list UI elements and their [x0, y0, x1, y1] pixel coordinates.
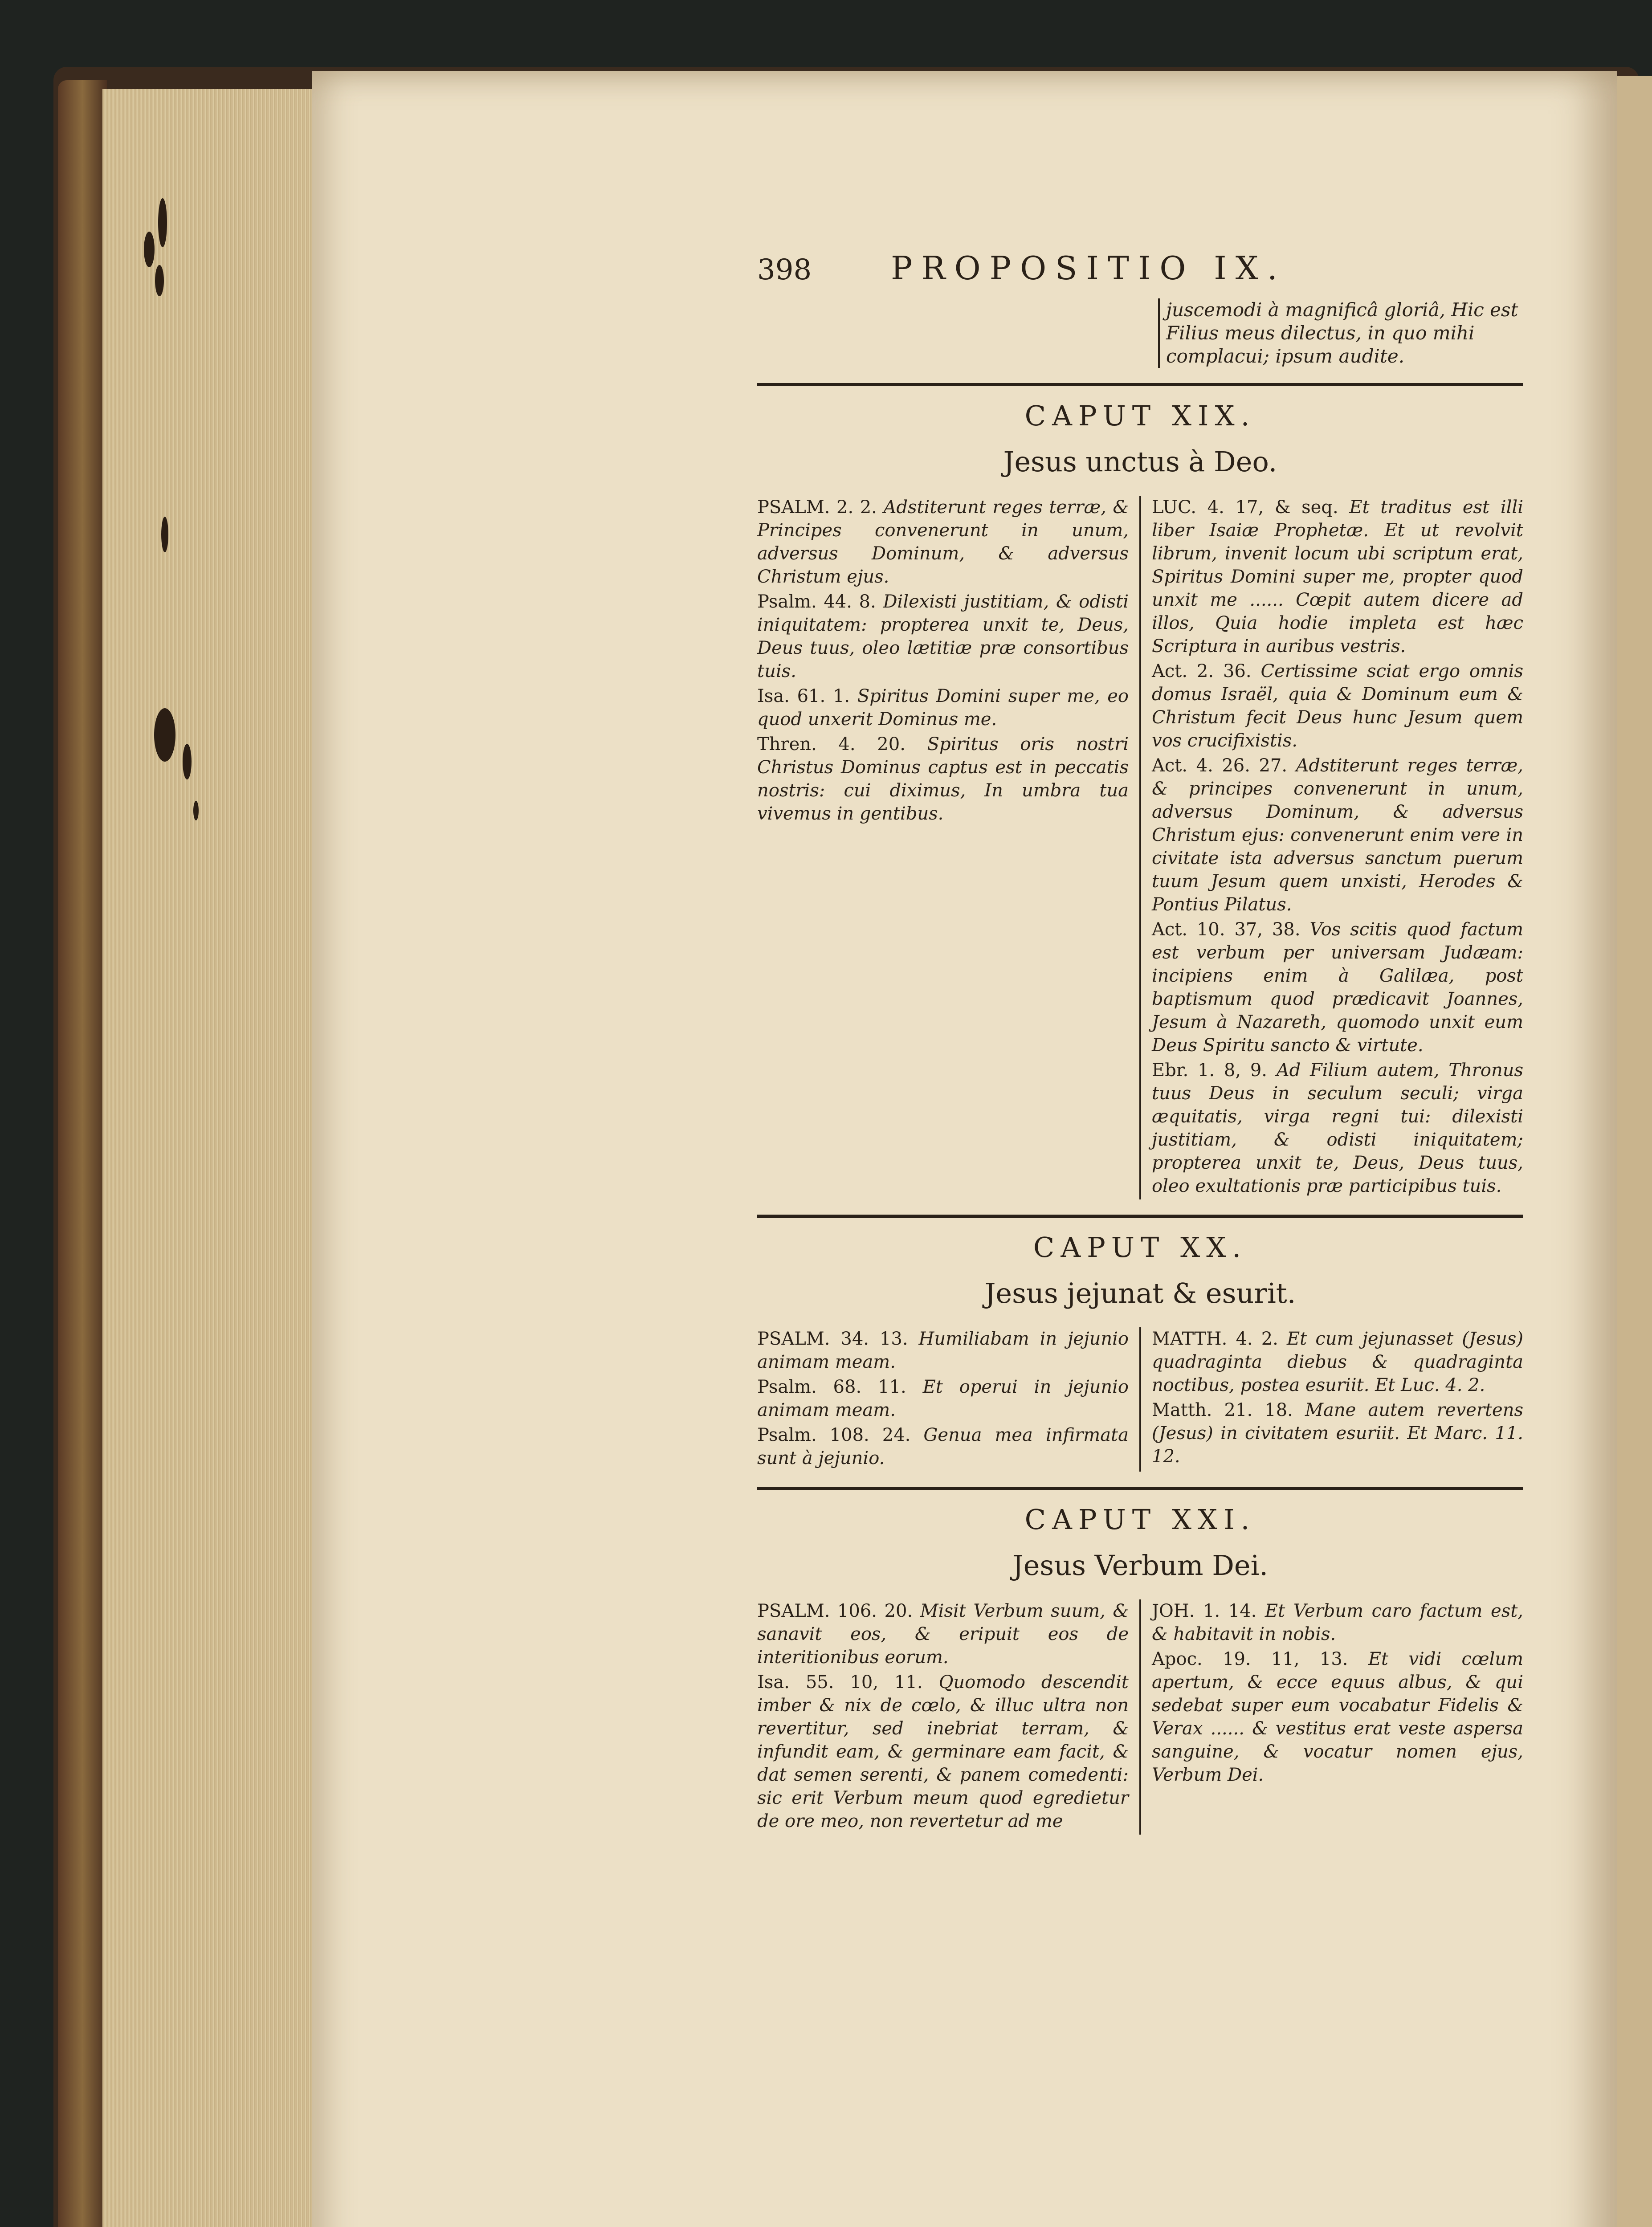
citation-ref: Ebr. 1. 8, 9. [1152, 1060, 1267, 1081]
citation-entry [757, 1671, 1129, 1833]
citation-text: Certissime sciat ergo omnis domus Israël, quia & Dominum eum & Christum fecit Deus hunc Jesum quem vos crucifixistis. [1152, 661, 1523, 751]
facing-page-edge [1617, 76, 1652, 2227]
citation-entry [1152, 660, 1523, 752]
old-testament-column [757, 1327, 1141, 1472]
citation-text: Ad Filium autem, Thronus tuus Deus in seculum seculi; virga æquitatis, virga regni tui: dilexisti justitiam, & odisti iniquitatem; propterea unxit te, Deus, Deus tuus, oleo exultationis præ participibus tuis. [1152, 1060, 1523, 1196]
page-block-edge [102, 89, 312, 2227]
continued-text: juscemodi à magnificâ gloriâ, Hic est Filius meus dilectus, in quo mihi complacui; ipsum audite. [1158, 298, 1531, 368]
chapter-title: CAPUT XXI. [1024, 1503, 1256, 1536]
citation-entry [1152, 1648, 1523, 1786]
citation-ref: Psalm. 44. 8. [757, 591, 876, 612]
chapter-subtitle: Jesus unctus à Deo. [1003, 445, 1277, 478]
new-testament-column [1141, 496, 1523, 1199]
citation-ref: PSALM. 106. 20. [757, 1601, 913, 1621]
citation-ref: PSALM. 2. 2. [757, 497, 877, 518]
citation-ref: JOH. 1. 14. [1152, 1601, 1257, 1621]
two-column-text [757, 1599, 1523, 1835]
citation-text: Spiritus oris nostri Christus Dominus captus est in peccatis nostris: cui diximus, In umbra tua vivemus in gentibus. [757, 734, 1129, 824]
book-page [312, 71, 1617, 2227]
chapter-title: CAPUT XIX. [1024, 400, 1256, 432]
stain-marks [102, 89, 312, 2227]
chapter-title: CAPUT XX. [1033, 1231, 1248, 1264]
chapter-rule [757, 383, 1523, 386]
citation-entry [757, 1423, 1129, 1470]
citation-ref: Apoc. 19. 11, 13. [1152, 1649, 1348, 1669]
citation-text: Vos scitis quod factum est verbum per universam Judæam: incipiens enim à Galilæa, post baptismum quod prædicavit Joannes, Jesum à Nazareth, quomodo unxit eum Deus Spiritu sancto & virtute. [1152, 919, 1524, 1056]
citation-text: Mane autem revertens (Jesus) in civitatem esuriit. Et Marc. 11. 12. [1152, 1400, 1524, 1467]
citation-entry [1152, 1599, 1523, 1646]
page-number: 398 [757, 253, 812, 286]
citation-ref: Psalm. 68. 11. [757, 1377, 906, 1397]
citation-ref: Isa. 55. 10, 11. [757, 1672, 923, 1693]
citation-ref: LUC. 4. 17, & seq. [1152, 497, 1338, 518]
new-testament-column [1141, 1327, 1523, 1472]
old-testament-column [757, 1599, 1141, 1835]
citation-text: Adstiterunt reges terræ, & principes convenerunt in unum, adversus Dominum, & adversus Christum ejus: convenerunt enim vere in civitate ista adversus sanctum puerum tuum Jesum quem unxisti, Herodes & Pontius Pilatus. [1152, 755, 1523, 915]
running-title: PROPOSITIO IX. [891, 249, 1286, 287]
new-testament-column [1141, 1599, 1523, 1835]
citation-ref: Act. 10. 37, 38. [1152, 919, 1301, 940]
citation-text: Et Verbum caro factum est, & habitavit in nobis. [1152, 1601, 1524, 1644]
citation-text: Humiliabam in jejunio animam meam. [757, 1329, 1129, 1372]
page-content [757, 249, 1523, 1835]
chapter-rule [757, 1487, 1523, 1490]
cover-edge [58, 80, 107, 2227]
citation-ref: Matth. 21. 18. [1152, 1400, 1293, 1420]
citation-text: Quomodo descendit imber & nix de cœlo, & illuc ultra non revertitur, sed inebriat terram, & infundit eam, & germinare eam facit, & dat semen serenti, & panem comedenti: sic erit Verbum meum quod egredietur de ore meo, non revertetur ad me [757, 1672, 1129, 1831]
citation-text: Adstiterunt reges terræ, & Principes convenerunt in unum, adversus Dominum, & adversus Christum ejus. [757, 497, 1129, 587]
two-column-text [757, 1327, 1523, 1472]
citation-text: Et vidi cœlum apertum, & ecce equus albus, & qui sedebat super eum vocabatur Fidelis & Verax ...... & vestitus erat veste aspersa sanguine, & vocatur nomen ejus, Verbum Dei. [1152, 1649, 1523, 1785]
citation-entry [757, 1599, 1129, 1669]
citation-text: Spiritus Domini super me, eo quod unxerit Dominus me. [757, 686, 1129, 730]
citation-ref: Psalm. 108. 24. [757, 1425, 911, 1445]
citation-entry [757, 1327, 1129, 1374]
citation-entry [757, 1375, 1129, 1422]
chapter-subtitle: Jesus Verbum Dei. [1012, 1549, 1269, 1582]
citation-entry [757, 590, 1129, 683]
running-head [757, 249, 1523, 298]
citation-ref: Act. 4. 26. 27. [1152, 755, 1288, 776]
citation-text: Misit Verbum suum, & sanavit eos, & eripuit eos de interitionibus eorum. [757, 1601, 1129, 1668]
citation-entry [1152, 918, 1523, 1057]
citation-text: Genua mea infirmata sunt à jejunio. [757, 1425, 1129, 1468]
citation-text: Et operui in jejunio animam meam. [757, 1377, 1129, 1420]
citation-ref: Isa. 61. 1. [757, 686, 850, 706]
chapter-rule [757, 1215, 1523, 1218]
citation-ref: PSALM. 34. 13. [757, 1329, 908, 1349]
old-testament-column [757, 496, 1141, 1199]
citation-entry [757, 685, 1129, 731]
citation-entry [1152, 1327, 1523, 1397]
citation-ref: Thren. 4. 20. [757, 734, 906, 755]
citation-entry [1152, 1399, 1523, 1468]
citation-text: Et traditus est illi liber Isaiæ Prophetæ. Et ut revolvit librum, invenit locum ubi scriptum erat, Spiritus Domini super me, propter quod unxit me ...... Cœpit autem dicere ad illos, Quia hodie impleta est hæc Scriptura in auribus vestris. [1152, 497, 1523, 657]
citation-text: Dilexisti justitiam, & odisti iniquitatem: propterea unxit te, Deus, Deus tuus, oleo lætitiæ præ consortibus tuis. [757, 591, 1129, 681]
citation-entry [1152, 496, 1523, 658]
citation-entry [757, 496, 1129, 588]
citation-ref: MATTH. 4. 2. [1152, 1329, 1278, 1349]
citation-entry [1152, 754, 1523, 916]
citation-entry [1152, 1059, 1523, 1198]
citation-entry [757, 733, 1129, 825]
two-column-text [757, 496, 1523, 1199]
chapter-subtitle: Jesus jejunat & esurit. [984, 1277, 1296, 1309]
citation-text: Et cum jejunasset (Jesus) quadraginta diebus & quadraginta noctibus, postea esuriit. Et Luc. 4. 2. [1152, 1329, 1523, 1395]
citation-ref: Act. 2. 36. [1152, 661, 1252, 681]
